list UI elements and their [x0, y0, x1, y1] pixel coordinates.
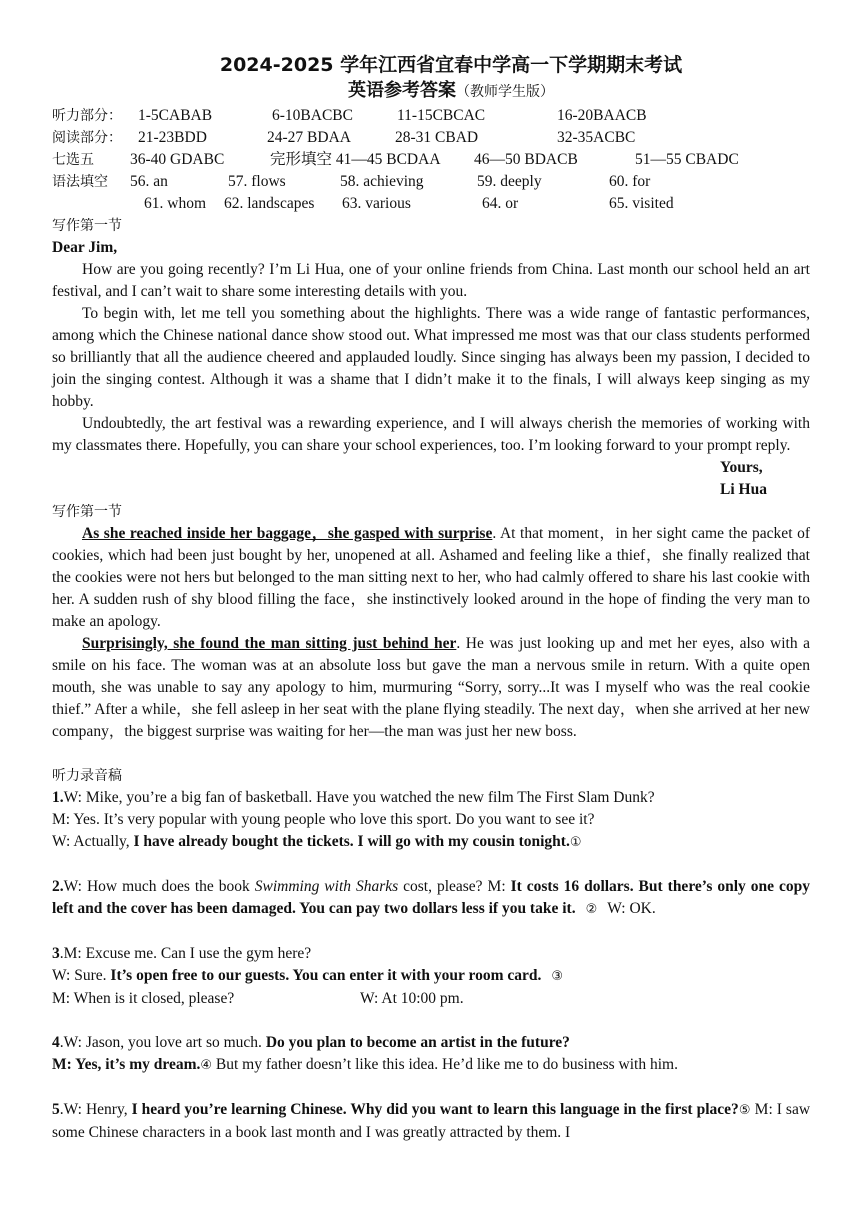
answer-label: 听力部分：	[52, 108, 122, 124]
question-number: 1.	[52, 789, 64, 806]
question-number: 2.	[52, 878, 64, 895]
question-number: 5	[52, 1101, 60, 1118]
transcript-q3-line2	[52, 965, 810, 988]
answer-label: 阅读部分：	[52, 130, 122, 146]
answer-evidence: I have already bought the tickets. I will go with my cousin tonight.	[133, 833, 570, 850]
transcript-q3-line3	[52, 988, 810, 1010]
answer-row-grammar-2	[52, 193, 810, 215]
answer-item: 57. flows	[228, 173, 286, 190]
answer-evidence: It costs 16 dollars. But there’s only one copy left and the cover has been damaged. You can pay two dollars less if you take it.	[52, 878, 811, 917]
answer-row-reading	[52, 127, 810, 149]
answer-item: 28-31 CBAD	[395, 129, 479, 146]
answer-item: 32-35ACBC	[557, 129, 636, 146]
answer-item: 65. visited	[609, 195, 674, 212]
subtitle-main: 英语参考答案	[348, 80, 456, 101]
transcript-q4-line2	[52, 1054, 810, 1077]
dialogue-text: .W: Jason, you love art so much.	[59, 1034, 266, 1051]
answer-item: 完形填空 41—45 BCDAA	[270, 151, 441, 168]
answer-item: 63. various	[342, 195, 411, 212]
story-paragraph-2	[52, 633, 810, 743]
story-lead-sentence: Surprisingly, she found the man sitting just behind her	[82, 635, 457, 652]
answer-row-seven	[52, 149, 810, 171]
answer-item: 36-40 GDABC	[130, 151, 225, 168]
letter-signature: Li Hua	[720, 481, 767, 498]
dialogue-text: W: Actually,	[52, 833, 134, 850]
dialogue-text: W: OK.	[607, 900, 656, 917]
letter-greeting: Dear Jim,	[52, 239, 118, 256]
answer-item: 62. landscapes	[224, 195, 315, 212]
section-heading-writing-1: 写作第一节	[52, 218, 122, 234]
answer-row-listening	[52, 105, 810, 127]
answer-item: 11-15CBCAC	[397, 107, 486, 124]
answer-evidence: M: Yes, it’s my dream.	[52, 1056, 201, 1073]
story-paragraph-1	[52, 523, 810, 633]
answer-row-grammar-1	[52, 171, 810, 193]
letter-paragraph: How are you going recently? I’m Li Hua, one of your online friends from China. Last month our school held an art festival, and I can’t wait to share some interesting details with you.	[52, 261, 810, 300]
answer-item: 58. achieving	[340, 173, 424, 190]
circled-number-marker: ②	[585, 902, 598, 917]
answer-item: 46—50 BDACB	[474, 151, 578, 168]
dialogue-text: cost, please? M:	[398, 878, 511, 895]
answer-item: 51—55 CBADC	[635, 151, 739, 168]
answer-item: 1-5CABAB	[138, 107, 213, 124]
dialogue-text: W: Sure.	[52, 967, 111, 984]
answer-item: 6-10BACBC	[272, 107, 353, 124]
answer-item: 24-27 BDAA	[267, 129, 351, 146]
letter-closing: Yours,	[720, 459, 763, 476]
book-title: Swimming with Sharks	[254, 878, 399, 895]
story-text: . He was just looking up and met her eyes, also with a smile on his face. The woman was at an absolute loss but gave the man a nervous smile in return. With a quite open mouth, she was unable to say any apology to him, murmuring “Sorry, sorry...It was I myself who was the real cookie thief.” After a while，she fell asleep in her seat with the plane flying steadily. The next day，when she arrived at her new company，the biggest surprise was waiting for her—the man was just her new boss.	[52, 635, 810, 740]
circled-number-marker: ④	[200, 1058, 213, 1073]
question-number: 4	[52, 1034, 60, 1051]
answer-evidence: Do you plan to become an artist in the future?	[265, 1034, 570, 1051]
dialogue-text: .M: Excuse me. Can I use the gym here?	[59, 945, 312, 962]
answer-item: 60. for	[609, 173, 651, 190]
dialogue-text: .W: Henry,	[59, 1101, 132, 1118]
story-text: . At that moment，in her sight came the packet of cookies, which had been just bought by her, unopened at all. Ashamed and feeling like a thief，she finally realized that the cookies were not hers but belonged to the man sitting next to her, who had calmly offered to share his last cookie with her. A sudden rush of shy blood filling the face，she instinctively looked around in the hope of finding the very man to make an apology.	[52, 525, 810, 630]
transcript-q1-line1	[52, 787, 810, 809]
answer-item: 59. deeply	[477, 173, 542, 190]
transcript-q2	[52, 876, 810, 921]
transcript-q5	[52, 1099, 810, 1144]
answer-item: 16-20BAACB	[557, 107, 647, 124]
document-title: 2024-2025 学年江西省宜春中学高一下学期期末考试	[219, 54, 683, 76]
document-page	[52, 52, 810, 1144]
answer-label: 语法填空	[52, 174, 108, 190]
story-lead-sentence: As she reached inside her baggage，she gasped with surprise	[82, 525, 493, 542]
transcript-q1-line2: M: Yes. It’s very popular with young people who love this sport. Do you want to see it?	[52, 811, 595, 828]
circled-number-marker: ⑤	[738, 1103, 751, 1118]
letter-paragraph: To begin with, let me tell you something about the highlights. There was a wide range of fantastic performances, among which the Chinese national dance show stood out. What impressed me most was that our class students performed so brilliantly that all the audience cheered and applauded loudly. Since singing has always been my passion, I decided to join the singing contest. Although it was a shame that I didn’t make it to the finals, I will always keep singing as my hobby.	[52, 305, 810, 410]
circled-number-marker: ③	[551, 969, 564, 984]
dialogue-text: W: At 10:00 pm.	[360, 990, 464, 1007]
transcript-q4-line1	[52, 1032, 810, 1054]
answer-item: 64. or	[482, 195, 519, 212]
dialogue-text: M: When is it closed, please?	[52, 990, 235, 1007]
answer-evidence: I heard you’re learning Chinese. Why did you want to learn this language in the first place?	[131, 1101, 739, 1118]
section-heading-writing-2: 写作第一节	[52, 504, 122, 520]
transcript-q3-line1	[52, 943, 810, 965]
answer-item: 21-23BDD	[138, 129, 207, 146]
transcript-q1-line3	[52, 831, 810, 854]
answer-item: 56. an	[130, 173, 168, 190]
answer-label: 七选五	[52, 152, 94, 168]
answer-evidence: It’s open free to our guests. You can enter it with your room card.	[110, 967, 542, 984]
section-heading-transcript: 听力录音稿	[52, 768, 122, 784]
dialogue-text: M: I saw some Chinese characters in a book last month and I was greatly attracted by them. I	[52, 1101, 811, 1141]
dialogue-text: But my father doesn’t like this idea. He’d like me to do business with him.	[212, 1056, 678, 1073]
circled-number-marker: ①	[569, 835, 582, 850]
answer-item: 61. whom	[144, 195, 206, 212]
document-subtitle	[52, 78, 810, 105]
question-number: 3	[52, 945, 60, 962]
dialogue-text: W: How much does the book	[63, 878, 255, 895]
dialogue-text: W: Mike, you’re a big fan of basketball. Have you watched the new film The First Slam Dunk?	[63, 789, 655, 806]
letter-paragraph: Undoubtedly, the art festival was a rewarding experience, and I will always cherish the memories of working with my classmates there. Hopefully, you can share your school experiences, too. I’m looking forward to your prompt reply.	[52, 415, 810, 454]
subtitle-note: （教师学生版）	[456, 84, 554, 100]
